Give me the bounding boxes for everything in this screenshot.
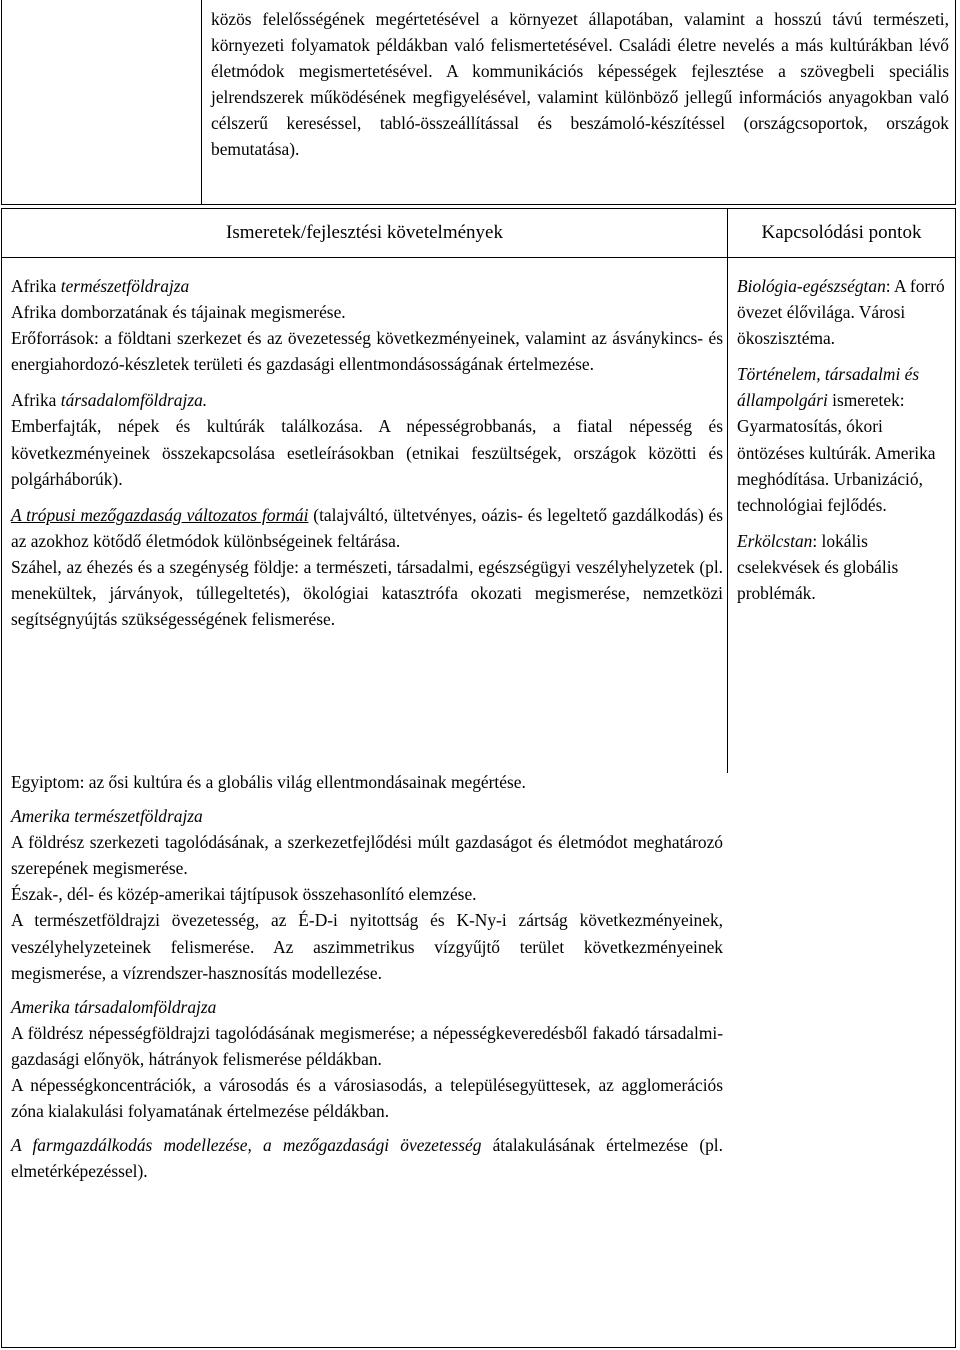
ethics-connection: Erkölcstan: lokális cselekvések és globális problémák.: [737, 530, 899, 604]
africa-section: [11, 273, 723, 632]
africa-p2: Erőforrások: a földtani szerkezet és az övezetesség következményeinek, valamint az ásványkincs- és energiahordozó-készletek területi és gazdasági ellentmondásosságának értelmezése.: [11, 328, 723, 375]
america-natural-p1: A földrész szerkezeti tagolódásának, a szerkezetfejlődési múlt gazdaságot és életmódot meghatározó szerepének megismerése.: [11, 832, 723, 879]
history-connection: Történelem, társadalmi és állampolgári ismeretek: Gyarmatosítás, ókori öntözéses kultúrák. Amerika meghódítása. Urbanizáció, technológiai fejlődés.: [737, 364, 936, 515]
america-social-p2: A népességkoncentrációk, a városodás és a városiasodás, a településegyüttesek, az agglomerációs zóna kialakulási folyamatának értelmezése példákban.: [11, 1075, 723, 1122]
africa-social-title: Afrika társadalomföldrajza.: [11, 390, 208, 411]
farm-paragraph: A farmgazdálkodás modellezése, a mezőgazdasági övezetesség átalakulásának értelmezése (pl. elmetérképezéssel).: [11, 1135, 723, 1182]
america-section: [11, 769, 723, 1184]
column-divider: [727, 209, 728, 773]
biology-connection: Biológia-egészségtan: A forró övezet élővilága. Városi ökoszisztéma.: [737, 276, 945, 349]
header-requirements: Ismeretek/fejlesztési követelmények: [226, 222, 503, 243]
table-header-row: [2, 209, 955, 258]
america-social-title: Amerika társadalomföldrajza: [11, 996, 217, 1017]
top-left-empty-cell: [2, 0, 202, 204]
header-connections: Kapcsolódási pontok: [761, 222, 922, 243]
requirements-table: [1, 208, 956, 1348]
top-paragraph-text: közös felelősségének megértetésével a környezet állapotában, valamint a hosszú távú természeti, környezeti folyamatok példákban való felismertetésével. Családi életre nevelés a más kultúrákban lévő életmódok megismertetésével. A kommunikációs képességek fejlesztése a szövegbeli speciális jelrendszerek működésének megfigyelésével, valamint különböző jellegű információs anyagokban való célszerű kereséssel, tabló-összeállítással és beszámoló-készítéssel (országcsoportok, országok bemutatása).: [211, 9, 949, 160]
africa-p1: Afrika domborzatának és tájainak megismerése.: [11, 302, 346, 323]
africa-natural-title: Afrika természetföldrajza: [11, 276, 190, 296]
top-paragraph: [211, 6, 949, 163]
connections-column: [737, 273, 949, 606]
africa-p5: Száhel, az éhezés és a szegénység földje: a természeti, társadalmi, egészségügyi veszélyhelyzetek (pl. menekültek, járványok, túllegeltetés), ökológiai katasztrófa okozati megismerése, nemzetközi segítségnyújtás szükségességének felismerése.: [11, 556, 723, 630]
top-table: [1, 0, 956, 205]
america-natural-title: Amerika természetföldrajza: [11, 806, 203, 827]
africa-p3: Emberfajták, népek és kultúrák találkozása. A népességrobbanás, a fiatal népesség és következményeinek összekapcsolása esetleírásokban (etnikai feszültségek, országok közötti és polgárháborúk).: [11, 416, 723, 489]
egypt-paragraph: Egyiptom: az ősi kultúra és a globális világ ellentmondásainak megértése.: [11, 772, 526, 792]
america-natural-p2: Észak-, dél- és közép-amerikai tájtípusok összehasonlító elemzése.: [11, 884, 477, 905]
africa-p4: A trópusi mezőgazdaság változatos formái (talajváltó, ültetvényes, oázis- és legeltető gazdálkodás) és az azokhoz kötődő életmódok különbségeinek feltárása.: [11, 504, 723, 551]
america-natural-p3: A természetföldrajzi övezetesség, az É-D-i nyitottság és K-Ny-i zártság következményeinek, veszélyhelyzeteinek felismerése. Az aszimmetrikus vízgyűjtő terület következményeinek megismerése, a vízrendszer-hasznosítás modellezése.: [11, 910, 723, 983]
america-social-p1: A földrész népességföldrajzi tagolódásának megismerése; a népességkeveredésből fakadó társadalmi-gazdasági előnyök, hátrányok felismerése példákban.: [11, 1022, 723, 1069]
